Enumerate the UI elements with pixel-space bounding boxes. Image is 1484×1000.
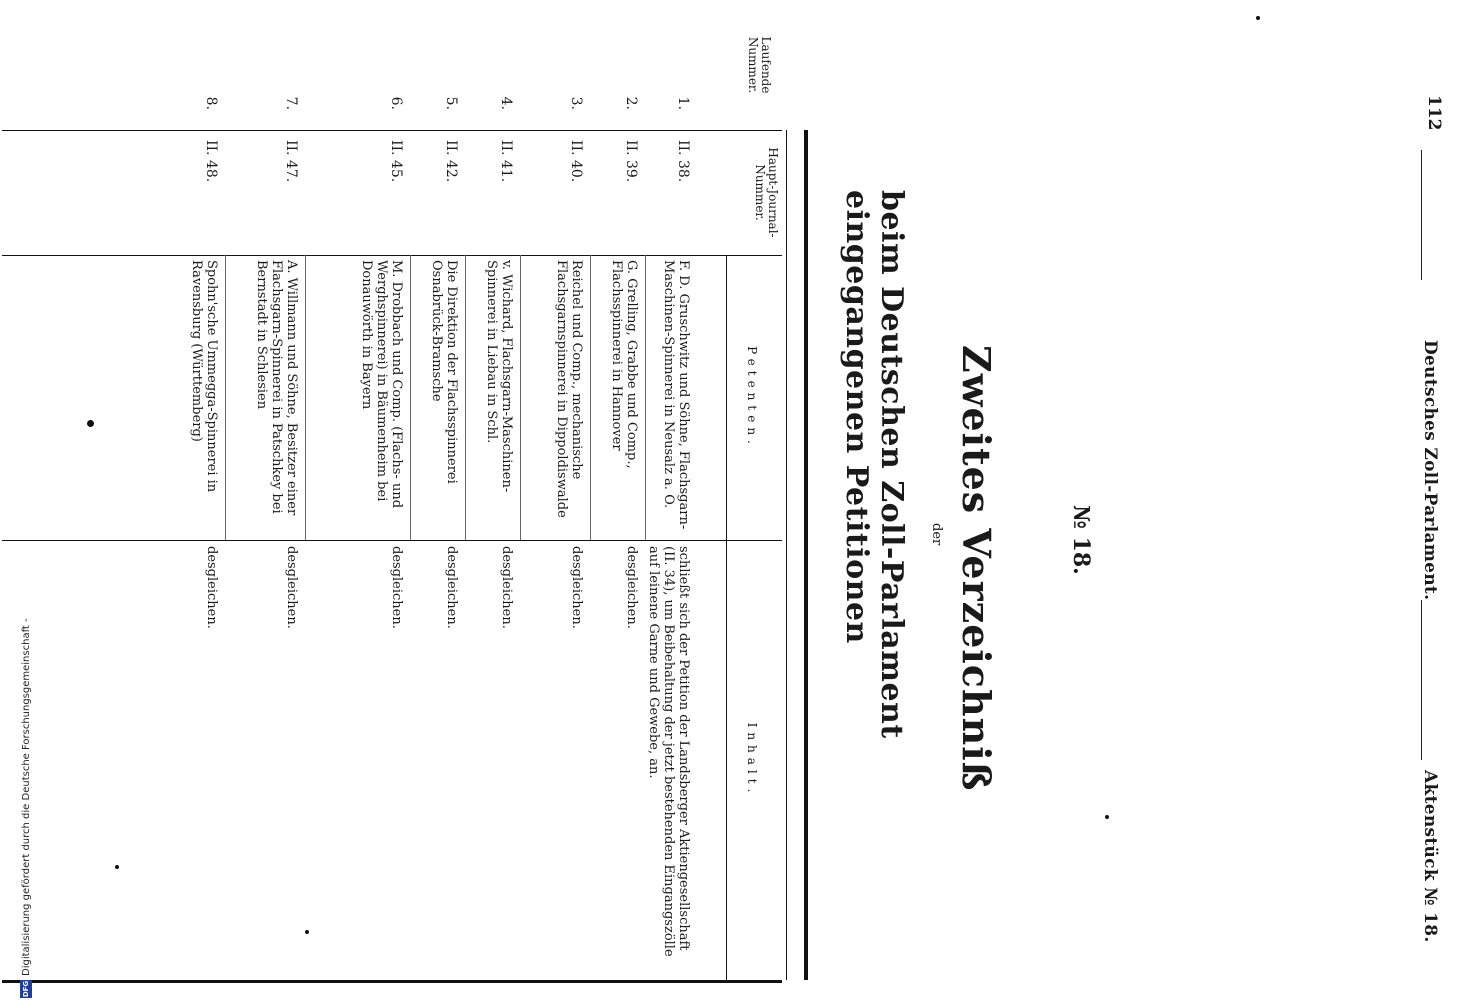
- row-separator: [410, 255, 411, 540]
- journal-number: II. 39.: [623, 140, 639, 183]
- header-rule-left: [1421, 150, 1422, 280]
- col-header-inhalt: Inhalt.: [745, 722, 759, 798]
- petent-cell: Spohn'sche Ummegga-Spinnerei in Ravensburg (Württemberg): [189, 260, 219, 493]
- row-separator: [645, 255, 646, 540]
- table-head-bottom-line: [726, 255, 727, 980]
- row-separator: [590, 255, 591, 540]
- row-number: 8.: [203, 96, 219, 110]
- document-subtitle: beim Deutschen Zoll-Parlament eingegangenen Petitionen: [839, 190, 909, 739]
- row-number: 5.: [443, 96, 459, 110]
- row-number: 6.: [388, 96, 404, 110]
- credit-text: Digitalisierung gefördert durch die Deutsche Forschungsgemeinschaft -: [21, 618, 32, 976]
- scan-speck: [305, 930, 309, 934]
- journal-number: II. 48.: [203, 140, 219, 183]
- row-number: 3.: [568, 96, 584, 110]
- row-number: 1.: [675, 96, 691, 110]
- row-separator: [520, 255, 521, 540]
- journal-number: II. 47.: [283, 140, 299, 183]
- petent-cell: A. Willmann und Söhne, Besitzer einer Flachsgarn-Spinnerei in Patschkey bei Bernstadt in Schlesien: [254, 260, 299, 516]
- row-number: 7.: [283, 96, 299, 110]
- inhalt-cell: schließt sich der Petition der Landsberger Aktiengesellschaft (II. 34), um Beibehaltung der jetzt bestehenden Eingangszölle auf leinene Garne und Gewebe, an.: [646, 546, 691, 957]
- document-number: № 18.: [1068, 505, 1094, 575]
- journal-number: II. 42.: [443, 140, 459, 183]
- row-separator: [305, 255, 306, 540]
- petent-cell: Reichel und Comp., mechanische Flachsgarnspinnerei in Dippoldiswalde: [554, 260, 584, 518]
- inhalt-cell: desgleichen.: [569, 546, 584, 629]
- inhalt-cell: desgleichen.: [444, 546, 459, 629]
- inhalt-cell: desgleichen.: [624, 546, 639, 629]
- inhalt-cell: desgleichen.: [389, 546, 404, 629]
- col-divider-4: [2, 980, 782, 983]
- scan-speck: [115, 865, 119, 869]
- journal-number: II. 41.: [498, 140, 514, 183]
- header-rule-mid: [1421, 600, 1422, 760]
- journal-number: II. 38.: [675, 140, 691, 183]
- title-connector: der: [929, 523, 944, 546]
- scan-speck: [1256, 16, 1260, 20]
- col-header-haupt-journal: Haupt-Journal-Nummer.: [753, 147, 780, 238]
- inhalt-cell: desgleichen.: [284, 546, 299, 629]
- petent-cell: F. D. Gruschwitz und Söhne, Flachsgarn-Maschinen-Spinnerei in Neusalz a. O.: [661, 260, 691, 530]
- row-separator: [225, 255, 226, 540]
- journal-number: II. 40.: [568, 140, 584, 183]
- row-number: 2.: [623, 96, 639, 110]
- col-divider-1: [2, 130, 782, 131]
- digitization-credit: [18, 0, 36, 1000]
- dfg-logo: DFG: [22, 980, 30, 998]
- aktenstueck-label: Aktenstück № 18.: [1420, 770, 1440, 943]
- petent-cell: G. Grelling, Grabbe und Comp., Flachsspinnerei in Hannover: [609, 260, 639, 469]
- page-number: 112: [1424, 95, 1444, 131]
- scan-speck: [87, 420, 94, 427]
- document-title: Zweites Verzeichniß: [954, 345, 999, 792]
- journal-number: II. 45.: [388, 140, 404, 183]
- col-header-laufende: Laufende Nummer.: [746, 36, 773, 94]
- petent-cell: Die Direktion der Flachsspinnerei Osnabrück-Bramsche: [429, 260, 459, 484]
- running-title: Deutsches Zoll-Parlament.: [1420, 340, 1440, 601]
- col-header-petenten: Petenten.: [745, 346, 759, 449]
- col-divider-3: [2, 540, 782, 541]
- row-separator: [465, 255, 466, 540]
- inhalt-cell: desgleichen.: [499, 546, 514, 629]
- table-top-rule: [804, 130, 808, 980]
- row-number: 4.: [498, 96, 514, 110]
- petent-cell: v. Wichard, Flachsgarn-Maschinen-Spinnerei in Liebau in Schl.: [484, 260, 514, 493]
- inhalt-cell: desgleichen.: [204, 546, 219, 629]
- petent-cell: M. Drobbach und Comp. (Flachs- und Werghspinnerei) in Bäumenheim bei Donauwörth in Bayern: [359, 260, 404, 509]
- col-divider-2: [2, 255, 782, 256]
- scan-speck: [1105, 815, 1109, 819]
- table-head-top-line: [786, 130, 787, 980]
